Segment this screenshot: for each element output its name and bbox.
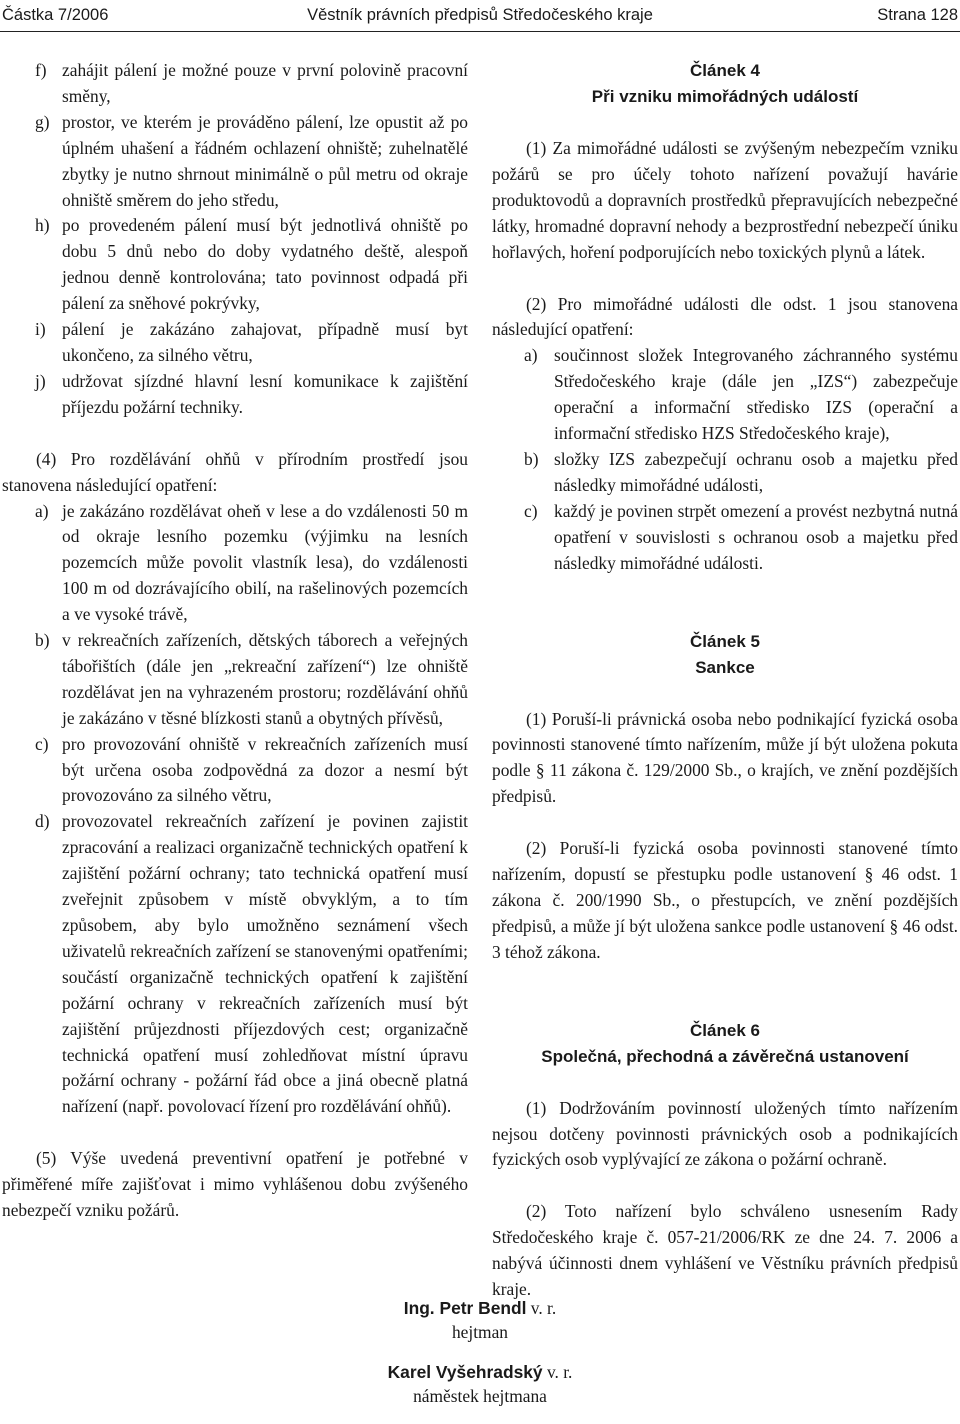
signatory-name: Ing. Petr Bendl bbox=[403, 1298, 527, 1318]
list-item: b) v rekreačních zařízeních, dětských táborech a veřejných tábořištích (dále jen „rekreační zařízení“) lze ohniště rozdělávat jen na vyhrazeném prostoru; rozdělávání ohňů je zakázáno v těsné blízkosti stanů a obytných přívěsů, bbox=[35, 630, 468, 728]
article-5-paragraph-1: (1) Poruší-li právnická osoba nebo podnikající fyzická osoba povinnosti stanovené tímto nařízením, může jí být uložena pokuta podle § 11 zákona č. 129/2000 Sb., o krajích, ve znění pozdějších předpisů. bbox=[492, 708, 958, 807]
signature-deputy bbox=[0, 1360, 960, 1408]
list-item: i) pálení je zakázáno zahajovat, případně musí byt ukončeno, za silného větru, bbox=[35, 319, 468, 365]
left-column bbox=[2, 58, 468, 1224]
list-item: c) pro provozování ohniště v rekreačních zařízeních musí být určena osoba zodpovědná za dozor a nesmí být provozováno za silného větru, bbox=[35, 733, 468, 806]
signatory-role: hejtman bbox=[451, 1322, 509, 1342]
right-column bbox=[492, 58, 958, 1303]
list-item: a) je zakázáno rozdělávat oheň v lese a do vzdálenosti 50 m od okraje lesního pozemku (výjimku na lesních pozemcích může povolit vlastník lesa), do vzdálenosti 100 m od dozrávajícího obilí, na rašelinových pozemcích a ve vysoké trávě, bbox=[35, 500, 468, 625]
list-item: j) udržovat sjízdné hlavní lesní komunikace k zajištění příjezdu požární techniky. bbox=[35, 370, 468, 417]
header-rule bbox=[0, 31, 960, 32]
signatory-suffix: v. r. bbox=[526, 1298, 557, 1318]
page-header bbox=[0, 0, 960, 30]
list-item: a) součinnost složek Integrovaného záchranného systému Středočeského kraje (dále jen „IZS“) zabezpečuje operační a informační středisko IZS (operační a informační středisko HZS Středočeského kraje), bbox=[524, 345, 958, 444]
issue-number: Částka 7/2006 bbox=[2, 6, 109, 24]
signature-governor bbox=[0, 1296, 960, 1344]
article-6-title: Článek 6 bbox=[690, 1020, 760, 1040]
article-6-subtitle: Společná, přechodná a závěrečná ustanovení bbox=[541, 1046, 909, 1066]
article-5-subtitle: Sankce bbox=[695, 657, 755, 677]
list-item: h) po provedeném pálení musí být jednotlivá ohniště po dobu 5 dnů nebo do doby vydatného deště, alespoň jednou denně kontrolována; tato povinnost odpadá při pálení za sněhové pokrývky, bbox=[35, 215, 468, 314]
page-number: Strana 128 bbox=[877, 6, 958, 24]
article-5-title: Článek 5 bbox=[690, 631, 760, 651]
signature-block bbox=[0, 1296, 960, 1424]
list-item: c) každý je povinen strpět omezení a provést nezbytná nutná opatření v souvislosti s ochranou osob a majetku před následky mimořádné události. bbox=[524, 500, 958, 573]
article-4-title: Článek 4 bbox=[690, 61, 760, 80]
article-4-subtitle: Při vzniku mimořádných událostí bbox=[591, 87, 859, 106]
signatory-suffix: v. r. bbox=[542, 1362, 573, 1382]
paragraph-5: (5) Výše uvedená preventivní opatření je potřebné v přiměřené míře zajišťovat i mimo vyhlášenou dobu zvýšeného nebezpečí vzniku požárů. bbox=[2, 1148, 468, 1221]
article-4-paragraph-1: (1) Za mimořádné události se zvýšeným nebezpečím vzniku požárů se pro účely tohoto nařízení považují havárie produktovodů a dopravních prostředků přepravujících nebezpečné látky, hromadné dopravní nehody a bezprostřední nebezpečí úniku hořlavých, hoření podporujících nebo toxických plynů a látek. bbox=[492, 138, 958, 262]
list-item: b) složky IZS zabezpečují ochranu osob a majetku před následky mimořádné události, bbox=[524, 448, 958, 495]
list-item: d) provozovatel rekreačních zařízení je povinen zajistit zpracování a realizaci organizačně technických opatření k zajištění požární ochrany; tato technická opatření musí zveřejnit způsobem v místě obvyklým, a to tím způsobem, aby bylo umožněno seznámení všech uživatelů rekreačních zařízení se stanovenými opatřeními; součástí organizačně technických opatření k zajištění požární ochrany v rekreačních zařízeních musí být zajištění průjezdnosti příjezdových cest; organizačně technická opatření musí zohledňovat místní úpravu požární ochrany - požární řád obce a jiná obecně platná nařízení (např. povolovací řízení pro rozdělávání ohňů). bbox=[35, 811, 468, 1117]
journal-title: Věstník právních předpisů Středočeského kraje bbox=[307, 6, 653, 24]
list-item: g) prostor, ve kterém je prováděno pálení, lze opustit až po úplném uhašení a řádném ochlazení ohniště; zuhelnatělé zbytky je nutno shrnout minimálně o půl metru od okraje ohniště směrem do jeho středu, bbox=[35, 111, 468, 210]
signatory-role: náměstek hejtmana bbox=[413, 1386, 547, 1406]
signatory-name: Karel Vyšehradský bbox=[387, 1362, 543, 1382]
article-4-paragraph-2: (2) Pro mimořádné události dle odst. 1 jsou stanovena následující opatření: bbox=[492, 293, 958, 340]
article-6-paragraph-1: (1) Dodržováním povinností uložených tímto nařízením nejsou dotčeny povinnosti právnických osob a podnikajících fyzických osob vyplývající ze zákona o požární ochraně. bbox=[492, 1097, 958, 1170]
article-6-paragraph-2: (2) Toto nařízení bylo schváleno usnesením Rady Středočeského kraje č. 057-21/2006/RK ze dne 24. 7. 2006 a nabývá účinnosti dnem vyhlášení ve Věstníku právních předpisů kraje. bbox=[492, 1201, 958, 1300]
list-item: f) zahájit pálení je možné pouze v první polovině pracovní směny, bbox=[35, 60, 468, 106]
paragraph-4-intro: (4) Pro rozdělávání ohňů v přírodním prostředí jsou stanovena následující opatření: bbox=[2, 448, 468, 495]
article-5-paragraph-2: (2) Poruší-li fyzická osoba povinnosti stanovené tímto nařízením, dopustí se přestupku podle ustanovení § 46 odst. 1 zákona č. 200/1990 Sb., o přestupcích, ve znění pozdějších předpisů, a může jí být uložena sankce podle ustanovení § 46 odst. 3 téhož zákona. bbox=[492, 838, 958, 962]
